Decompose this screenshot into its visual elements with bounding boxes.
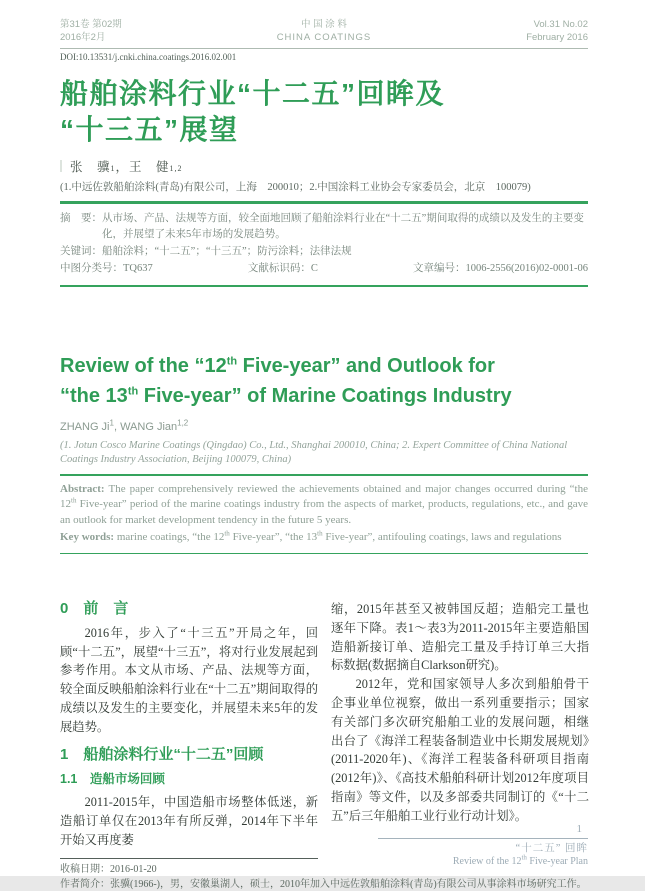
masthead-center: [277, 18, 372, 44]
footer-running-title-cn: “十二五” 回眸: [515, 843, 588, 854]
author-separator: ，: [115, 160, 130, 174]
masthead-right: [526, 18, 588, 44]
author-bio-label: 作者简介：: [60, 878, 110, 890]
paragraph-intro: 2016年，步入了“十三五”开局之年，回顾“十二五”，展望“十三五”，将对行业发展起到参考作用。本文从市场、产品、法规等方面，较全面反映船舶涂料行业在“十二五”期间取得的成绩以及发生的主要变化，并展望未来5年的发展趋势。: [60, 625, 318, 734]
abstract-top-rule: [60, 201, 588, 204]
english-section: [60, 351, 588, 554]
author-en-1: ZHANG Ji: [60, 421, 110, 433]
author-bio-line: [60, 878, 588, 891]
received-date-value: 2016-01-20: [110, 863, 157, 875]
page-footer: [378, 823, 588, 868]
author-bio-text: 张骥(1966-)，男，安徽巢湖人，硕士，2010年加入中远佐敦船舶涂料(青岛)有限公司从事涂料市场研究工作。: [110, 878, 587, 890]
affiliation-cn: (1.中远佐敦船舶涂料(青岛)有限公司，上海 200010；2.中国涂料工业协会专家委员会，北京 100079): [60, 182, 531, 193]
paragraph-market-review: 2011-2015年，中国造船市场整体低迷，新造船订单仅在2013年有所反弹，2014年下半年开始又再度萎: [60, 795, 318, 847]
article-title-en-line1: Review of the “12th Five-year” and Outlook for: [60, 355, 495, 377]
date-en: February 2016: [526, 32, 588, 43]
author-en-2-affil-ref: 1,2: [177, 418, 189, 428]
journal-name-cn: 中 国 涂 料: [301, 19, 347, 30]
author-en-2: WANG Jian: [120, 421, 178, 433]
received-date-line: [60, 863, 318, 876]
received-date-label: 收稿日期：: [60, 863, 110, 875]
affiliation-en: (1. Jotun Cosco Marine Coatings (Qingdao) Co., Ltd., Shanghai 200010, China; 2. Expert Committee of China National Coatings Industry Association, Beijing 100079, China): [60, 440, 568, 465]
doi-line: DOI:10.13531/j.cnki.china.coatings.2016.02.001: [60, 52, 237, 62]
masthead-divider: [60, 48, 588, 49]
abstract-bottom-rule: [60, 285, 588, 288]
article-title-cn: [60, 76, 588, 148]
volume-issue-en: Vol.31 No.02: [533, 19, 588, 30]
masthead-left: [60, 18, 122, 44]
abstract-label-cn: 摘 要：: [60, 212, 102, 224]
article-title-cn-line1: 船舶涂料行业“十二五”回眸及: [60, 78, 446, 109]
section-heading-1-1: 1.1 造船市场回顾: [60, 772, 165, 787]
keywords-cn: [60, 244, 588, 261]
footer-divider: [378, 838, 588, 839]
section-heading-0: 0 前 言: [60, 600, 129, 617]
body-column-left: [60, 600, 318, 876]
abstract-block-cn: [60, 211, 588, 278]
footer-running-title-en: Review of the 12th Five-year Plan: [452, 853, 588, 867]
author-marker: [60, 160, 62, 172]
journal-name-en: CHINA COATINGS: [276, 32, 372, 43]
paragraph-market-review-cont: 缩，2015年甚至又被韩国反超；造船完工量也逐年下降。表1～表3为2011-2015年主要造船国造船新接订单、造船完工量及手持订单三大指标数据(数据摘自Clarkson研究)。: [331, 602, 589, 673]
journal-masthead: [60, 18, 588, 44]
paragraph-policy: 2012年，党和国家领导人多次到船舶骨干企事业单位视察，做出一系列重要指示；国家有关部门多次研究船舶工业的发展问题，相继出台了《海洋工程装备制造业中长期发展规划》(2011-2020年)、《海洋工程装备科研项目指南(2012年)》、《高技术船舶科研计划2012年度项目指南》等文件，以及多部委共同制订的《“十二五”后三年船舶工业行业行动计划》。: [331, 677, 589, 823]
author-en-separator: ,: [113, 421, 121, 433]
keywords-text-cn: 船舶涂料；“十二五”；“十三五”；防污涂料；法律法规: [102, 245, 352, 257]
article-title-cn-line2: “十三五”展望: [60, 114, 239, 145]
keywords-label-en: Key words:: [60, 531, 115, 543]
volume-issue-cn: 第31卷 第02期: [60, 19, 122, 30]
article-title-en-line2: “the 13th Five-year” of Marine Coatings Industry: [60, 385, 512, 407]
keywords-en: Key words: marine coatings, “the 12th Five-year”, “the 13th Five-year”, antifouling coatings, laws and regulations: [60, 529, 562, 543]
article-meta-row: [60, 261, 588, 278]
clc-number: 中图分类号：TQ637: [60, 263, 153, 274]
abstract-cn: [60, 211, 588, 244]
abstract-text-cn: 从市场、产品、法规等方面，较全面地回顾了船舶涂料行业在“十二五”期间取得的成绩以及发生的主要变化，并展望了未来5年市场的发展趋势。: [102, 212, 584, 240]
section-heading-1: 1 船舶涂料行业“十二五”回顾: [60, 745, 264, 763]
author-en-1-affil-ref: 1: [109, 418, 114, 428]
date-cn: 2016年2月: [60, 32, 106, 43]
page-number: 1: [576, 823, 582, 835]
abstract-en: Abstract: The paper comprehensively reviewed the achievements obtained and major changes occurred during “the 12th Five-year” period of the marine coatings industry from the aspects of market, products, regulations, etc., and gave an outlook for market development tendency in the future 5 years.: [60, 482, 588, 526]
author-cn-2: 王 健: [129, 160, 170, 174]
authors-cn: 张 骥 1 ， 王 健 1,2: [60, 157, 588, 175]
english-abstract-top-rule: [60, 474, 588, 476]
english-abstract-bottom-rule: [60, 553, 588, 555]
document-code: 文献标识码：C: [247, 263, 318, 274]
authors-en: [60, 418, 588, 433]
article-title-en: [60, 351, 588, 411]
footnote-divider: [60, 858, 318, 859]
author-cn-1: 张 骥: [70, 160, 111, 174]
article-id: 文章编号：1006-2556(2016)02-0001-06: [413, 263, 588, 274]
abstract-label-en: Abstract:: [60, 482, 105, 495]
keywords-label-cn: 关键词：: [60, 245, 102, 257]
